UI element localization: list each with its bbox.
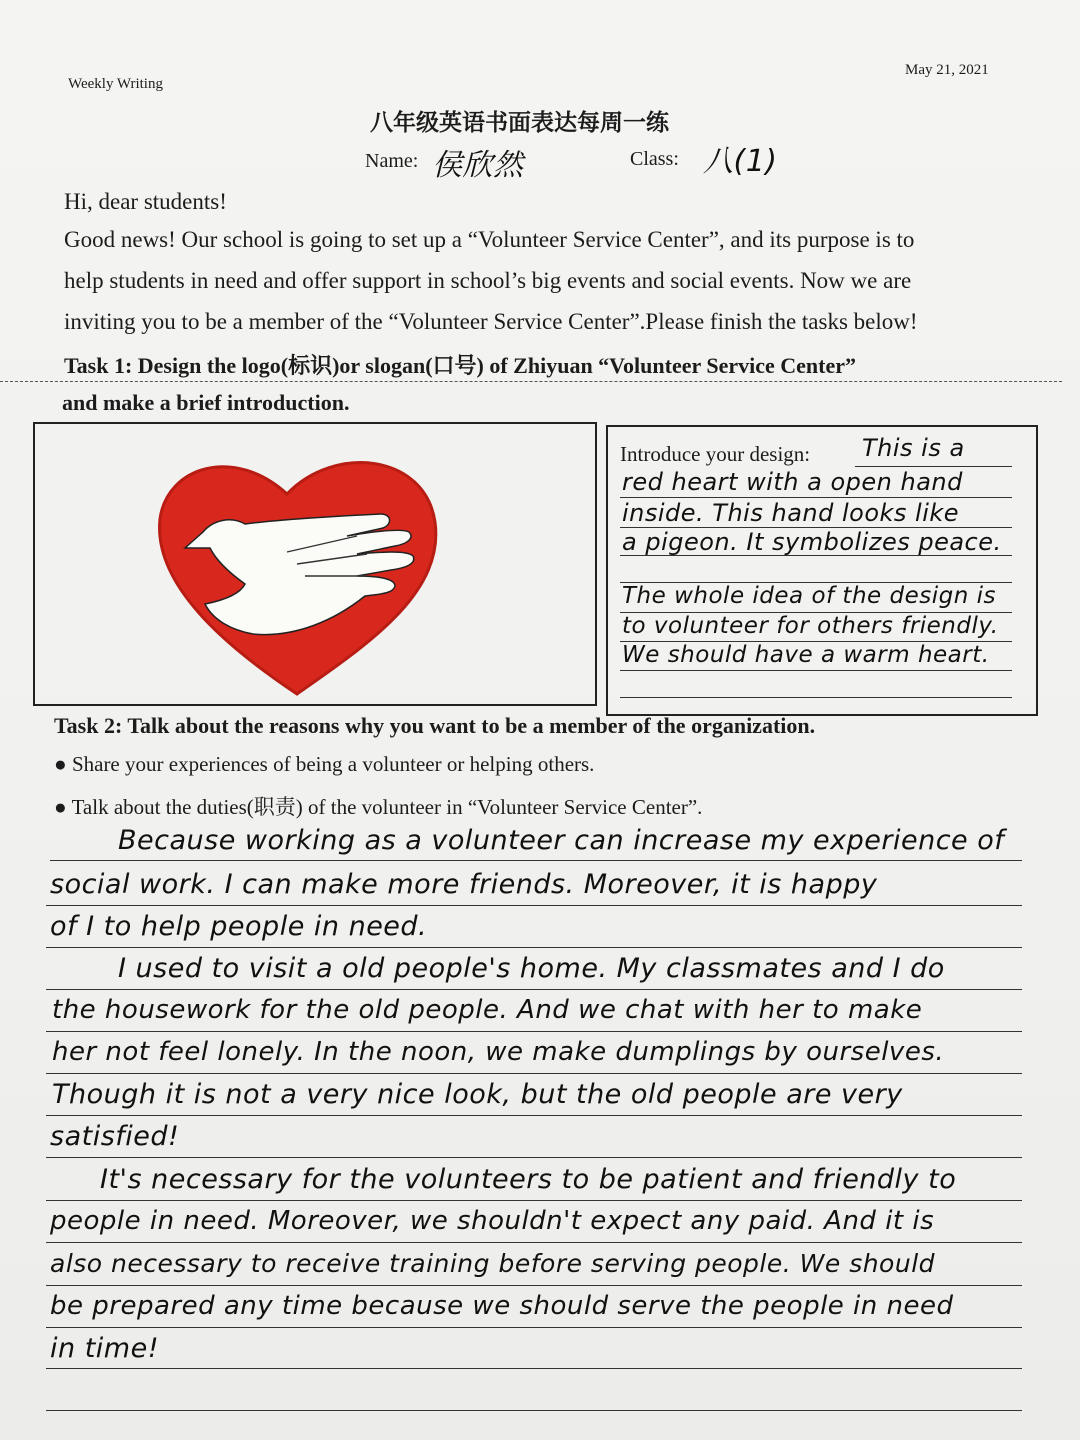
bullet-text: Share your experiences of being a volunteer or helping others. xyxy=(71,752,595,776)
writing-line xyxy=(620,670,1012,671)
essay-line: I used to visit a old people's home. My classmates and I do xyxy=(118,953,945,984)
writing-line xyxy=(46,1285,1022,1286)
intro-handwriting: We should have a warm heart. xyxy=(622,642,990,668)
task2-bullet: ● Share your experiences of being a volunteer or helping others. xyxy=(54,752,595,776)
intro-label: Introduce your design: xyxy=(620,442,811,466)
task1-heading: Task 1: Design the logo(标识)or slogan(口号) of Zhiyuan “Volunteer Service Center” xyxy=(64,353,857,378)
writing-line xyxy=(46,1327,1022,1328)
class-value: 八(1) xyxy=(703,144,778,179)
name-value: 侯欣然 xyxy=(432,148,524,183)
writing-line xyxy=(46,1368,1022,1369)
task2-bullet: ● Talk about the duties(职责) of the volunteer in “Volunteer Service Center”. xyxy=(54,795,703,819)
essay-line: be prepared any time because we should serve the people in need xyxy=(50,1291,954,1321)
page-title: 八年级英语书面表达每周一练 xyxy=(370,109,669,136)
class-label: Class: xyxy=(630,148,679,170)
task2-heading: Task 2: Talk about the reasons why you want to be a member of the organization. xyxy=(54,713,816,738)
writing-line xyxy=(46,1200,1022,1201)
date-label: May 21, 2021 xyxy=(905,62,989,78)
heart-hand-logo xyxy=(35,424,595,704)
essay-line: Though it is not a very nice look, but the old people are very xyxy=(52,1079,903,1110)
writing-line xyxy=(50,860,1022,861)
essay-line: people in need. Moreover, we shouldn't expect any paid. And it is xyxy=(50,1206,935,1236)
dashed-divider xyxy=(0,381,1062,382)
writing-line xyxy=(620,697,1012,698)
essay-line: also necessary to receive training before serving people. We should xyxy=(50,1249,936,1278)
essay-line: satisfied! xyxy=(50,1121,180,1152)
intro-handwriting: This is a xyxy=(862,434,965,462)
intro-handwriting: a pigeon. It symbolizes peace. xyxy=(622,528,1002,556)
writing-line xyxy=(46,1073,1022,1074)
weekly-writing-label: Weekly Writing xyxy=(68,76,163,92)
paragraph-line: Good news! Our school is going to set up a “Volunteer Service Center”, and its purpose is to xyxy=(64,227,915,252)
writing-line xyxy=(855,466,1012,467)
essay-line: Because working as a volunteer can increase my experience of xyxy=(118,825,1005,856)
intro-handwriting: to volunteer for others friendly. xyxy=(622,613,999,639)
writing-line xyxy=(620,555,1012,556)
writing-line xyxy=(46,1410,1022,1411)
writing-line xyxy=(46,1115,1022,1116)
paragraph-line: help students in need and offer support in school’s big events and social events. Now we are xyxy=(64,268,912,293)
logo-box xyxy=(33,422,597,706)
essay-line: of I to help people in need. xyxy=(50,911,428,942)
greeting: Hi, dear students! xyxy=(64,189,227,214)
writing-line xyxy=(46,947,1022,948)
writing-line xyxy=(46,1031,1022,1032)
task1-heading-line2: and make a brief introduction. xyxy=(62,390,350,415)
name-label: Name: xyxy=(365,150,419,172)
essay-line: the housework for the old people. And we chat with her to make xyxy=(52,995,923,1025)
writing-line xyxy=(46,1242,1022,1243)
writing-line xyxy=(46,905,1022,906)
bullet-text: Talk about the duties(职责) of the volunteer in “Volunteer Service Center”. xyxy=(71,795,703,819)
intro-handwriting: The whole idea of the design is xyxy=(622,583,996,609)
essay-line: in time! xyxy=(50,1333,160,1364)
essay-line: It's necessary for the volunteers to be patient and friendly to xyxy=(100,1164,957,1195)
paragraph-line: inviting you to be a member of the “Volunteer Service Center”.Please finish the tasks below! xyxy=(64,309,918,334)
intro-handwriting: inside. This hand looks like xyxy=(622,499,960,527)
intro-handwriting: red heart with a open hand xyxy=(622,468,963,496)
essay-line: her not feel lonely. In the noon, we make dumplings by ourselves. xyxy=(52,1037,945,1067)
essay-line: social work. I can make more friends. Moreover, it is happy xyxy=(50,869,878,900)
writing-line xyxy=(46,1157,1022,1158)
writing-line xyxy=(46,989,1022,990)
writing-line xyxy=(620,497,1012,498)
